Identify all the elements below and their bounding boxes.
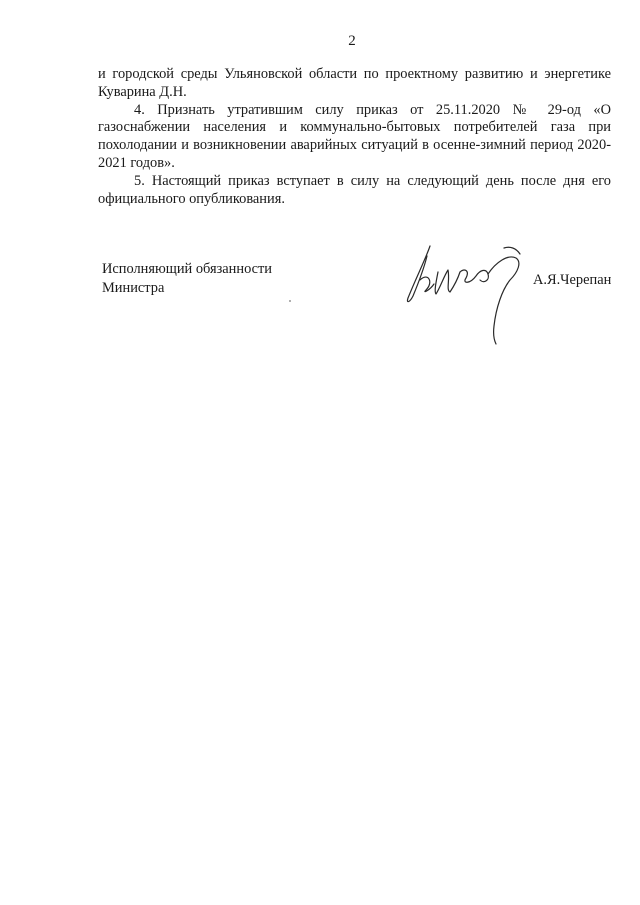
signer-name: А.Я.Черепан bbox=[533, 272, 612, 288]
position-line-2: Министра bbox=[102, 280, 165, 296]
paragraph-continuation: и городской среды Ульяновской области по проектному развитию и энергетике Куварина Д.Н. bbox=[98, 66, 611, 100]
paragraph-item-4: 4. Признать утратившим силу приказ от 25.11.2020 № 29-од «О газоснабжении населения и коммунально-бытовых потребителей газа при похолодании и возникновении аварийных ситуаций в осенне-зимний период 2020-2021 годов». bbox=[98, 101, 611, 171]
paragraph-item-5: 5. Настоящий приказ вступает в силу на следующий день после дня его официального опубликования. bbox=[98, 172, 611, 207]
handwritten-signature bbox=[400, 238, 535, 350]
position-line-1: Исполняющий обязанности bbox=[102, 261, 273, 277]
page-number: 2 bbox=[348, 33, 356, 49]
document-body bbox=[98, 66, 611, 208]
signatory-position bbox=[102, 260, 272, 298]
scan-speck bbox=[289, 300, 291, 302]
